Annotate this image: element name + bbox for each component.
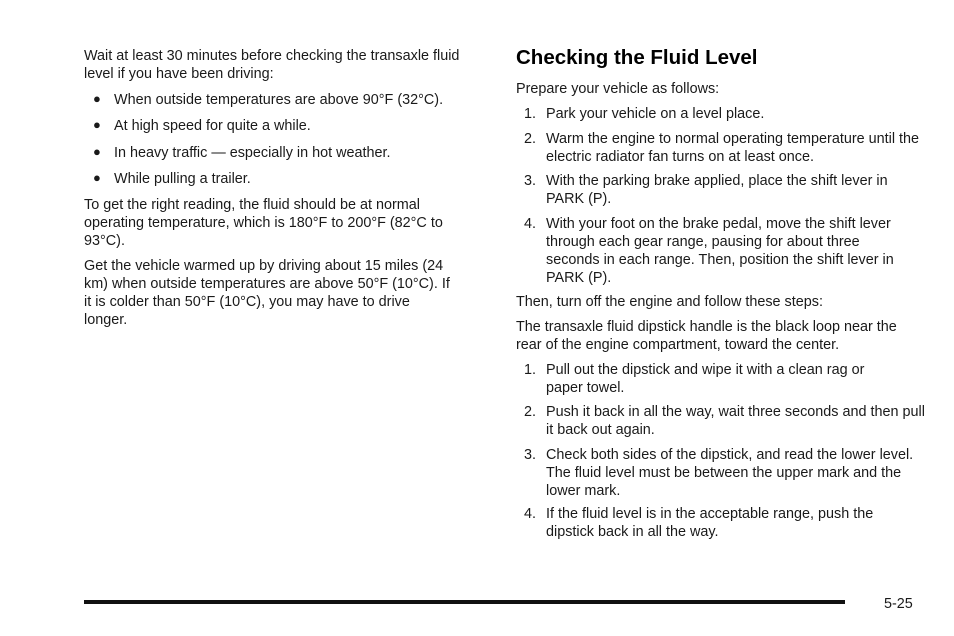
bullet-icon: ● <box>93 170 101 185</box>
bullet-icon: ● <box>93 117 101 132</box>
prepare-paragraph: Prepare your vehicle as follows: <box>516 81 720 97</box>
intro-paragraph: Wait at least 30 minutes before checking the transaxle fluid level if you have been driving: <box>84 48 460 82</box>
warmup-paragraph: Get the vehicle warmed up by driving about 15 miles (24 km) when outside temperatures are above 50°F (10°C). If it is colder than 50°F (10°C), you may have to drive longer. <box>84 258 450 328</box>
page-number: 5-25 <box>884 596 913 612</box>
temperature-paragraph: To get the right reading, the fluid should be at normal operating temperature, which is 180°F to 200°F (82°C to 93°C). <box>84 197 443 249</box>
bullet-icon: ● <box>93 144 101 159</box>
then-paragraph: Then, turn off the engine and follow these steps: <box>516 294 823 310</box>
footer-divider <box>84 600 845 604</box>
section-heading: Checking the Fluid Level <box>516 46 758 69</box>
bullet-icon: ● <box>93 91 101 106</box>
dipstick-paragraph: The transaxle fluid dipstick handle is the black loop near the rear of the engine compartment, toward the center. <box>516 319 897 353</box>
